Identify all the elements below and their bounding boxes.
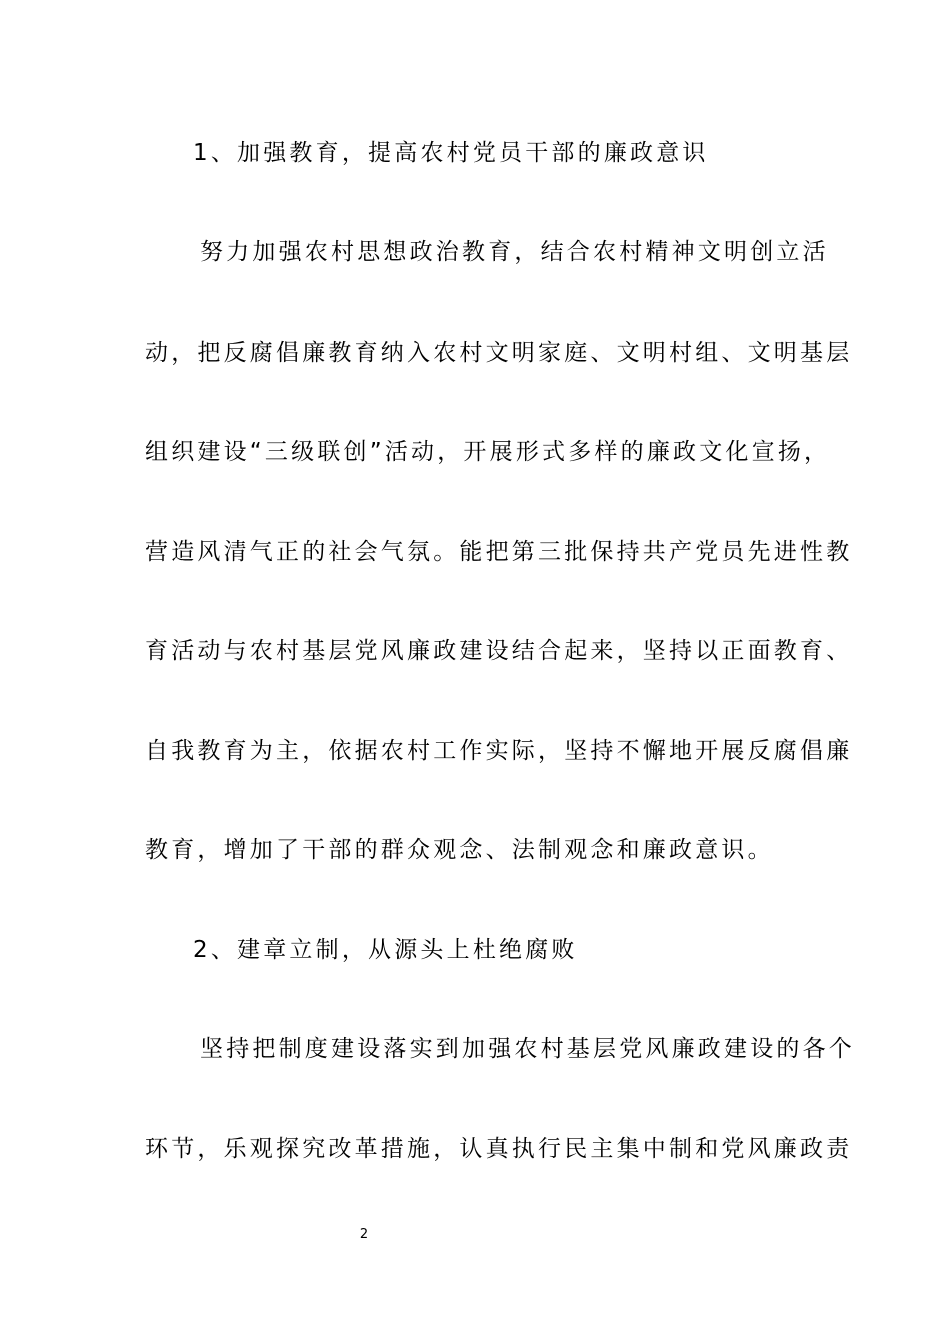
heading-2: 2、建章立制，从源头上杜绝腐败 xyxy=(193,937,578,963)
paragraph-line: 动，把反腐倡廉教育纳入农村文明家庭、文明村组、文明基层 xyxy=(145,340,853,366)
page-number: 2 xyxy=(359,1227,369,1242)
paragraph-line: 组织建设“三级联创”活动，开展形式多样的廉政文化宣扬， xyxy=(145,439,831,465)
paragraph-line: 努力加强农村思想政治教育，结合农村精神文明创立活 xyxy=(200,239,829,265)
paragraph-line: 教育，增加了干部的群众观念、法制观念和廉政意识。 xyxy=(145,837,774,863)
paragraph-line: 环节，乐观探究改革措施，认真执行民主集中制和党风廉政责 xyxy=(145,1136,853,1162)
paragraph-line: 育活动与农村基层党风廉政建设结合起来，坚持以正面教育、 xyxy=(145,638,853,664)
paragraph-line: 自我教育为主，依据农村工作实际，坚持不懈地开展反腐倡廉 xyxy=(145,738,853,764)
heading-1: 1、加强教育，提高农村党员干部的廉政意识 xyxy=(193,140,709,166)
paragraph-line: 坚持把制度建设落实到加强农村基层党风廉政建设的各个 xyxy=(200,1036,855,1062)
paragraph-line: 营造风清气正的社会气氛。能把第三批保持共产党员先进性教 xyxy=(145,539,853,565)
